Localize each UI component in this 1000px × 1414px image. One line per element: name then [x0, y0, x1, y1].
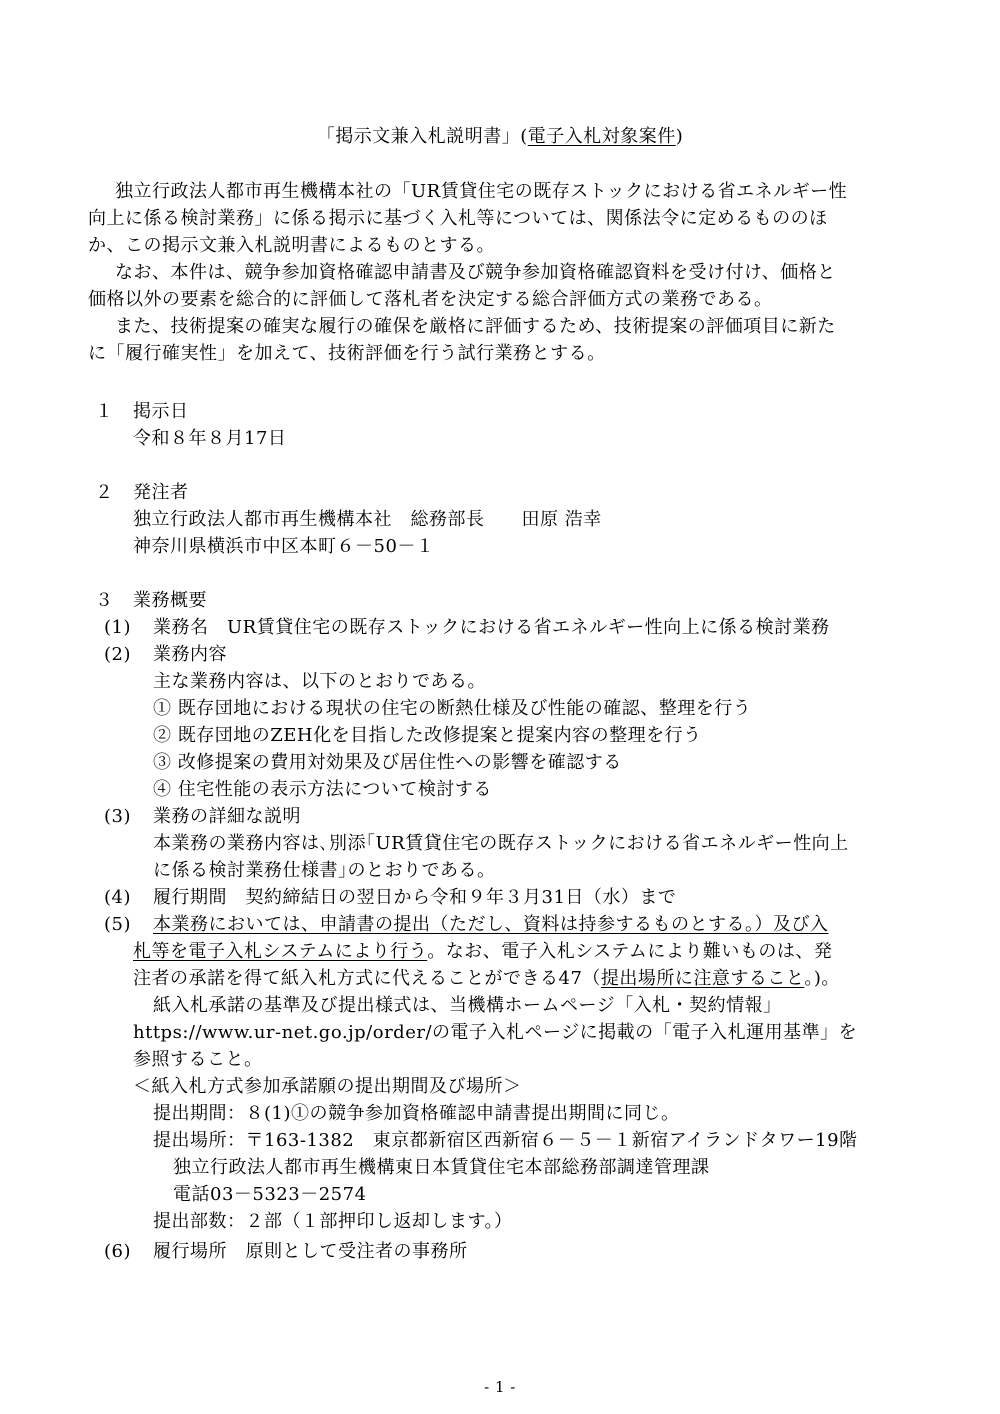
- item-5-line3-b: 。)。: [804, 968, 840, 989]
- item-2-bullet-4: ④ 住宅性能の表示方法について検討する: [153, 779, 492, 800]
- item-2-number: (2): [104, 644, 131, 665]
- item-1-text: 業務名 UR賃貸住宅の既存ストックにおける省エネルギー性向上に係る検討業務: [153, 617, 830, 638]
- item-5-line5: https://www.ur-net.go.jp/order/の電子入札ページに掲載の「電子入札運用基準」を: [133, 1022, 858, 1043]
- item-5-line2-underlined: 札等を電子入札システムにより行う: [133, 941, 428, 962]
- item-5-line1: 本業務においては、申請書の提出（ただし、資料は持参するものとする。）及び入: [153, 914, 829, 935]
- item-5-line4: 紙入札承諾の基準及び提出様式は、当機構ホームページ「入札・契約情報」: [153, 995, 782, 1016]
- item-5-line3-underlined: 提出場所に注意すること: [600, 968, 805, 989]
- section-3-number: ３: [95, 590, 114, 611]
- item-5-line3: [133, 968, 840, 990]
- intro-p2-line2: 価格以外の要素を総合的に評価して落札者を決定する総合評価方式の業務である。: [88, 289, 773, 310]
- item-2-bullet-1: ① 既存団地における現状の住宅の断熱仕様及び性能の確認、整理を行う: [153, 698, 752, 719]
- item-5-subheading: ＜紙入札方式参加承諾願の提出期間及び場所＞: [133, 1076, 522, 1097]
- document-title: [0, 126, 1000, 148]
- item-4-text: 履行期間 契約締結日の翌日から令和９年３月31日（水）まで: [153, 887, 677, 908]
- item-6-number: (6): [104, 1241, 131, 1262]
- submission-copies: 提出部数：２部（１部押印し返却します。）: [153, 1211, 513, 1232]
- item-3-line1: 本業務の業務内容は､別添｢UR賃貸住宅の既存ストックにおける省エネルギー性向上: [153, 833, 849, 854]
- item-6-text: 履行場所 原則として受注者の事務所: [153, 1241, 468, 1262]
- item-2-intro: 主な業務内容は、以下のとおりである。: [153, 671, 486, 692]
- item-5-line6: 参照すること。: [133, 1049, 263, 1070]
- section-1-heading: 掲示日: [133, 401, 189, 422]
- submission-phone: 電話03－5323－2574: [173, 1184, 367, 1205]
- section-1-number: １: [95, 401, 114, 422]
- intro-p2-line1: なお、本件は、競争参加資格確認申請書及び競争参加資格確認資料を受け付け、価格と: [115, 262, 836, 283]
- item-5-line2-rest: 。なお、電子入札システムにより難いものは、発: [427, 941, 833, 962]
- submission-place: 提出場所：〒163-1382 東京都新宿区西新宿６－５－１新宿アイランドタワー19階: [153, 1130, 858, 1151]
- submission-period: 提出期間：８(1)①の競争参加資格確認申請書提出期間に同じ。: [153, 1103, 680, 1124]
- item-2-text: 業務内容: [153, 644, 227, 665]
- item-3-line2: に係る検討業務仕様書｣のとおりである。: [153, 860, 496, 881]
- intro-p1-line2: 向上に係る検討業務」に係る掲示に基づく入札等については、関係法令に定めるもののほ: [88, 208, 828, 229]
- item-5-line3-a: 注者の承諾を得て紙入札方式に代えることができる47（: [133, 968, 601, 989]
- intro-p3-line1: また、技術提案の確実な履行の確保を厳格に評価するため、技術提案の評価項目に新た: [115, 316, 836, 337]
- title-text: 「掲示文兼入札説明書」(: [316, 126, 528, 147]
- section-3-heading: 業務概要: [133, 590, 207, 611]
- title-underlined: 電子入札対象案件: [527, 126, 676, 147]
- item-4-number: (4): [104, 887, 131, 908]
- title-close: ): [675, 126, 684, 147]
- page-number: - 1 -: [484, 1378, 516, 1396]
- item-1-number: (1): [104, 617, 131, 638]
- orderer-address: 神奈川県横浜市中区本町６－50－１: [133, 536, 435, 557]
- intro-p3-line2: に「履行確実性」を加えて、技術評価を行う試行業務とする。: [88, 343, 606, 364]
- item-5-number: (5): [104, 914, 131, 935]
- intro-p1-line3: か、この掲示文兼入札説明書によるものとする。: [88, 235, 495, 256]
- item-5-line2: [133, 941, 832, 963]
- intro-p1-line1: 独立行政法人都市再生機構本社の「UR賃貸住宅の既存ストックにおける省エネルギー性: [115, 181, 848, 202]
- section-1-date: 令和８年８月17日: [133, 428, 287, 449]
- item-3-text: 業務の詳細な説明: [153, 806, 301, 827]
- item-3-number: (3): [104, 806, 131, 827]
- submission-office: 独立行政法人都市再生機構東日本賃貸住宅本部総務部調達管理課: [173, 1157, 710, 1178]
- section-2-number: ２: [95, 482, 114, 503]
- section-2-heading: 発注者: [133, 482, 189, 503]
- orderer-name: 独立行政法人都市再生機構本社 総務部長 田原 浩幸: [133, 509, 602, 530]
- item-2-bullet-2: ② 既存団地のZEH化を目指した改修提案と提案内容の整理を行う: [153, 725, 702, 746]
- item-2-bullet-3: ③ 改修提案の費用対効果及び居住性への影響を確認する: [153, 752, 622, 773]
